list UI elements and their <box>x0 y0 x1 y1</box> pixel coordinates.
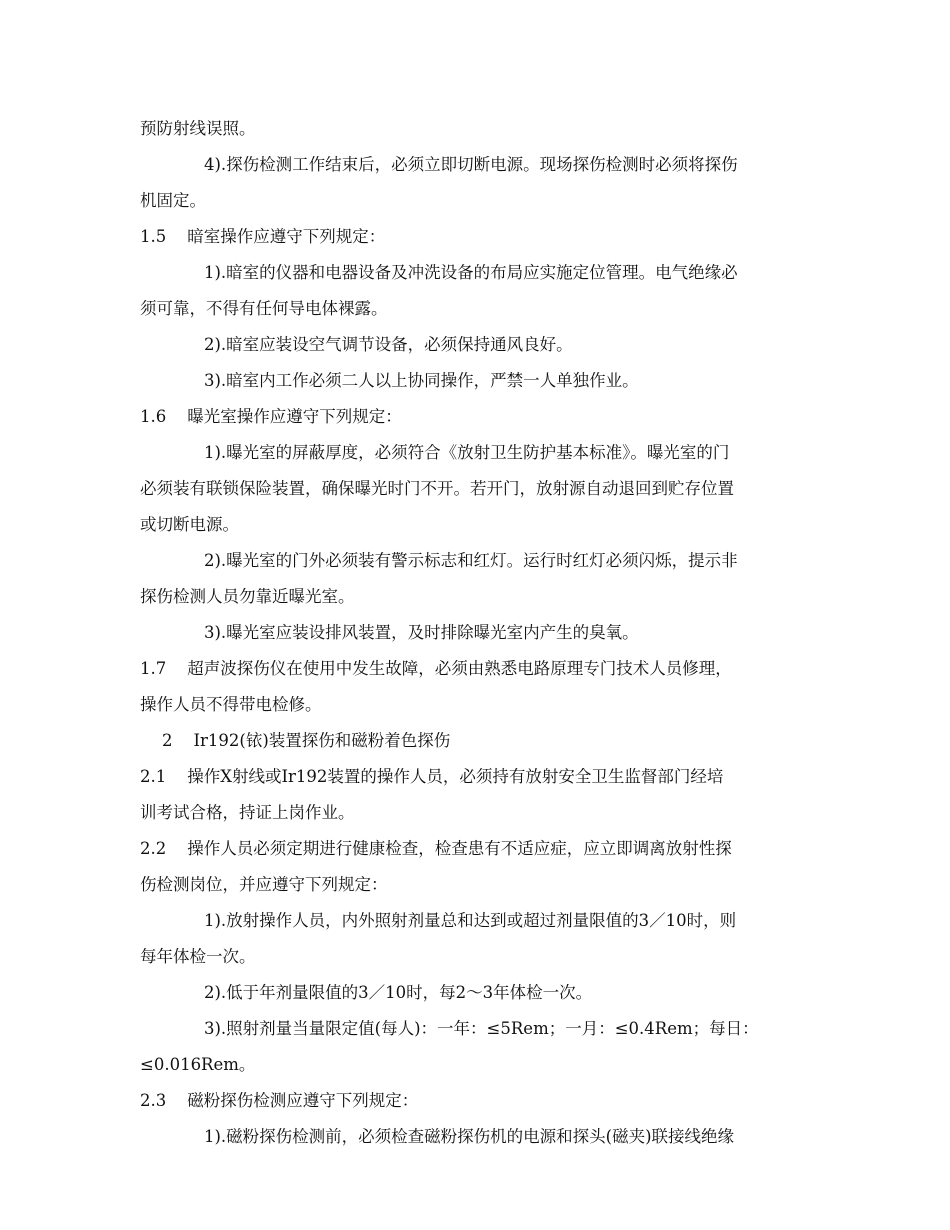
text-line: 预防射线误照。 <box>140 119 256 138</box>
section-heading: 2.2 操作人员必须定期进行健康检查，检查患有不适应症，应立即调离放射性探 <box>140 839 732 858</box>
section-heading: 1.7 超声波探伤仪在使用中发生故障，必须由熟悉电路原理专门技术人员修理， <box>140 659 732 678</box>
text-line: 每年体检一次。 <box>140 947 256 966</box>
text-line: 4).探伤检测工作结束后，必须立即切断电源。现场探伤检测时必须将探伤 <box>204 155 738 174</box>
text-line: 探伤检测人员勿靠近曝光室。 <box>140 587 355 606</box>
text-line: 2).低于年剂量限值的3／10时，每2～3年体检一次。 <box>204 983 593 1002</box>
section-heading: 2.3 磁粉探伤检测应遵守下列规定： <box>140 1091 419 1110</box>
text-line: ≤0.016Rem。 <box>140 1055 256 1074</box>
text-line: 1).曝光室的屏蔽厚度，必须符合《放射卫生防护基本标准》。曝光室的门 <box>204 443 730 462</box>
section-heading: 1.6 曝光室操作应遵守下列规定： <box>140 407 402 426</box>
text-line: 须可靠，不得有任何导电体裸露。 <box>140 299 388 318</box>
text-line: 2).暗室应装设空气调节设备，必须保持通风良好。 <box>204 335 573 354</box>
text-line: 3).暗室内工作必须二人以上协同操作，严禁一人单独作业。 <box>204 371 639 390</box>
text-line: 1).磁粉探伤检测前，必须检查磁粉探伤机的电源和探头(磁夹)联接线绝缘 <box>204 1127 735 1146</box>
text-line: 伤检测岗位，并应遵守下列规定： <box>140 875 388 894</box>
text-line: 2).曝光室的门外必须装有警示标志和红灯。运行时红灯必须闪烁，提示非 <box>204 551 738 570</box>
text-line: 3).照射剂量当量限定值(每人)：一年：≤5Rem；一月：≤0.4Rem；每日： <box>204 1019 759 1038</box>
text-line: 必须装有联锁保险装置，确保曝光时门不开。若开门，放射源自动退回到贮存位置 <box>140 479 734 498</box>
section-heading: 1.5 暗室操作应遵守下列规定： <box>140 227 386 246</box>
text-line: 1).暗室的仪器和电器设备及冲洗设备的布局应实施定位管理。电气绝缘必 <box>204 263 738 282</box>
text-line: 1).放射操作人员，内外照射剂量总和达到或超过剂量限值的3／10时，则 <box>204 911 737 930</box>
text-line: 训考试合格，持证上岗作业。 <box>140 803 355 822</box>
section-heading: 2.1 操作X射线或Ir192装置的操作人员，必须持有放射安全卫生监督部门经培 <box>140 767 724 786</box>
text-line: 或切断电源。 <box>140 515 239 534</box>
text-line: 机固定。 <box>140 191 206 210</box>
text-line: 操作人员不得带电检修。 <box>140 695 322 714</box>
chapter-heading: 2 Ir192(铱)装置探伤和磁粉着色探伤 <box>162 731 451 750</box>
text-line: 3).曝光室应装设排风装置，及时排除曝光室内产生的臭氧。 <box>204 623 639 642</box>
